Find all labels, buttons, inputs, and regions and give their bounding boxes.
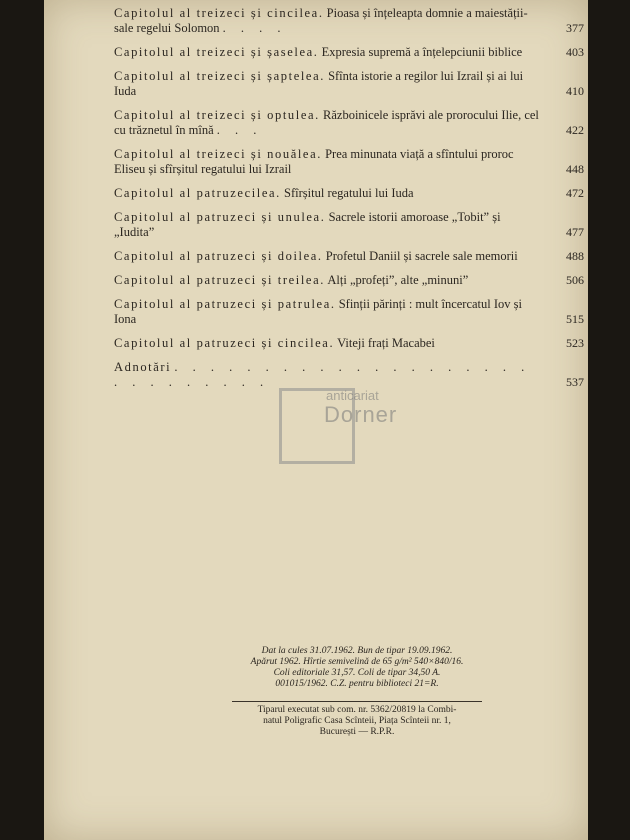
chapter-description: Prea minunata viață a sfîntului proroc Eliseu și sfîrșitul regatului lui Izrail: [114, 147, 514, 176]
page-number: 506: [566, 273, 584, 287]
page-number: 422: [566, 123, 584, 137]
chapter-title: Capitolul al treizeci și șaptelea.: [114, 69, 325, 83]
chapter-description: Profetul Daniil și sacrele sale memorii: [325, 249, 518, 263]
toc-entry: [114, 147, 584, 177]
divider: [232, 701, 482, 702]
chapter-description: Pioasa și înțeleapta domnie a maiestății-sale regelui Solomon: [114, 6, 528, 35]
page-number: 488: [566, 249, 584, 263]
chapter-description: Sfînta istorie a regilor lui Izrail și ai lui Iuda: [114, 69, 524, 98]
toc-entry: [114, 297, 584, 327]
toc-entry: [114, 45, 584, 60]
page-number: 403: [566, 45, 584, 59]
chapter-title: Adnotări: [114, 360, 172, 374]
page-number: 448: [566, 162, 584, 176]
imprint-line: Coli editoriale 31,57. Coli de tipar 34,50 A.: [273, 668, 441, 678]
toc-entry: [114, 273, 584, 288]
toc-entry: [114, 249, 584, 264]
chapter-title: Capitolul al treizeci și nouălea.: [114, 147, 322, 161]
book-page: [44, 0, 588, 840]
page-number: 472: [566, 186, 584, 200]
page-number: 410: [566, 84, 584, 98]
chapter-title: Capitolul al patruzeci și treilea.: [114, 273, 325, 287]
chapter-description: Viteji frați Macabei: [337, 336, 435, 350]
toc-entry: [114, 6, 584, 36]
imprint-block: [232, 646, 482, 690]
leader-dots: . . . . . . . . . . . . . . . . . . . . . . . . . . . . .: [114, 360, 531, 389]
page-number: 377: [566, 21, 584, 35]
page-number: 523: [566, 336, 584, 350]
toc-entry: [114, 108, 584, 138]
chapter-title: Capitolul al patruzeci și cincilea.: [114, 336, 335, 350]
chapter-description: Sfinții părinți : mult încercatul Iov și Iona: [114, 297, 523, 326]
page-number: 537: [566, 375, 584, 389]
chapter-title: Capitolul al treizeci și optulea.: [114, 108, 320, 122]
page-number: 515: [566, 312, 584, 326]
toc-entry: [114, 186, 584, 201]
chapter-description: Alți „profeți”, alte „minuni”: [327, 273, 469, 287]
watermark-big-text: Dorner: [324, 402, 398, 427]
imprint-line: 001015/1962. C.Z. pentru biblioteci 21=R.: [275, 679, 439, 689]
printer-line: Tiparul executat sub com. nr. 5362/20819 la Combi-: [257, 705, 457, 715]
toc-entry: [114, 210, 584, 240]
table-of-contents: [114, 6, 584, 399]
chapter-description: Sacrele istorii amoroase „Tobit” și „Iudita”: [114, 210, 501, 239]
chapter-title: Capitolul al treizeci și șaselea.: [114, 45, 319, 59]
chapter-title: Capitolul al treizeci și cincilea.: [114, 6, 324, 20]
chapter-title: Capitolul al patruzecilea.: [114, 186, 281, 200]
imprint-line: Dat la cules 31.07.1962. Bun de tipar 19.09.1962.: [261, 646, 453, 656]
chapter-title: Capitolul al patruzeci și doilea.: [114, 249, 323, 263]
printer-block: [232, 697, 482, 738]
leader-dots: . . . .: [222, 21, 287, 35]
toc-entry: [114, 360, 584, 390]
chapter-title: Capitolul al patruzeci și unulea.: [114, 210, 326, 224]
toc-entry: [114, 336, 584, 351]
chapter-description: Sfîrșitul regatului lui Iuda: [284, 186, 414, 200]
printer-line: București — R.P.R.: [319, 727, 395, 737]
page-number: 477: [566, 225, 584, 239]
printer-line: natul Poligrafic Casa Scînteii, Piața Scînteii nr. 1,: [263, 716, 451, 726]
chapter-title: Capitolul al patruzeci și patrulea.: [114, 297, 336, 311]
imprint-line: Apărut 1962. Hîrtie semivelină de 65 g/m² 540×840/16.: [250, 657, 464, 667]
chapter-description: Războinicele isprăvi ale prorocului Ilie, cel cu trăznetul în mînă: [114, 108, 539, 137]
chapter-description: Expresia supremă a înțelepciunii biblice: [321, 45, 523, 59]
leader-dots: . . .: [216, 123, 263, 137]
toc-entry: [114, 69, 584, 99]
watermark-small-text: anticariat: [326, 388, 379, 403]
